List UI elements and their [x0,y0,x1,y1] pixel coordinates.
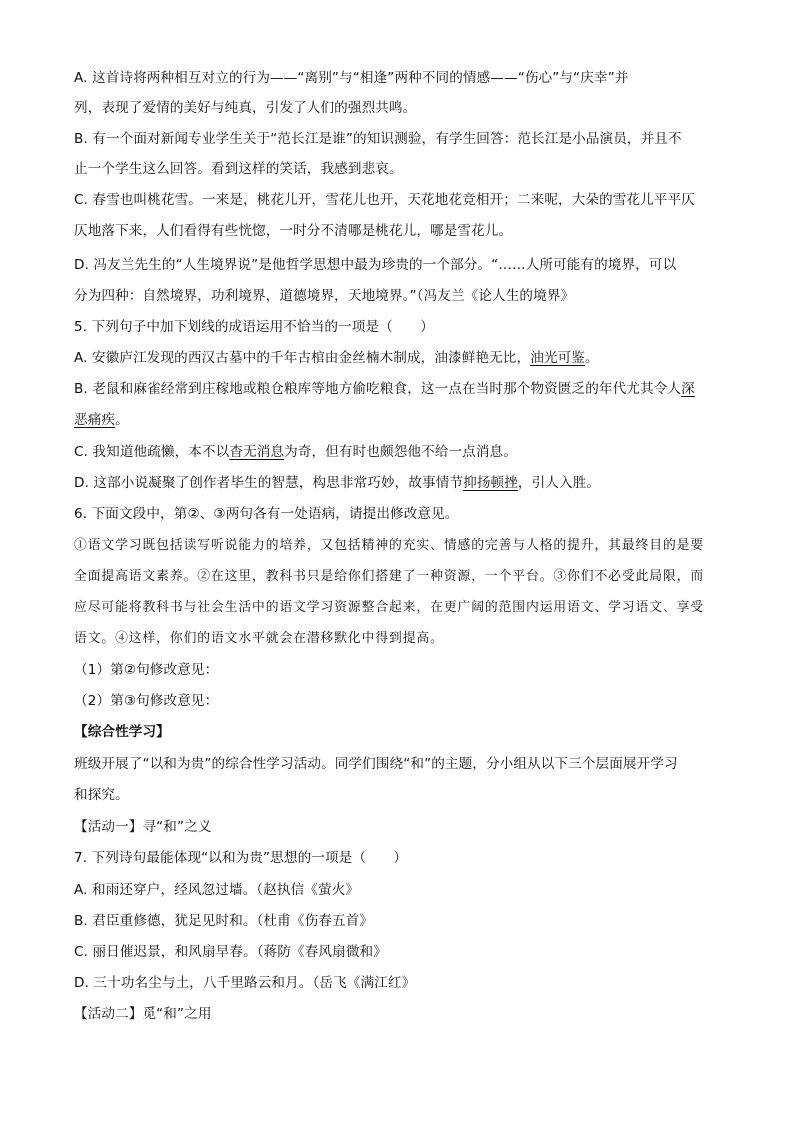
q7-option-b: B. 君臣重修德，犹足见时和。（杜甫《伤春五首》 [74,913,374,929]
q7-option-a: A. 和雨还穿户，经风忽过墙。（赵执信《萤火》 [74,882,360,898]
q6-stem: 6. 下面文段中，第②、③两句各有一处语病，请提出修改意见。 [74,506,459,522]
q4-option-a-line1: A. 这首诗将两种相互对立的行为——“离别”与“相逢”两种不同的情感——“伤心”与“庆幸”并 [74,70,629,86]
q5-option-c [74,442,517,462]
q4-option-c-line2: 仄地落下来，人们看得有些恍惚，一时分不清哪是桃花儿，哪是雪花儿。 [74,223,513,239]
activity-2-heading: 【活动二】觅“和”之用 [74,1006,212,1022]
q6-passage-line2: 全面提高语文素养。②在这里，教科书只是给你们搭建了一种资源，一个平台。③你们不必受此局限，而 [74,569,705,584]
q5-option-b-line2 [74,410,129,430]
q5-option-c-underlined: 杳无消息 [229,444,285,460]
section-intro-line1: 班级开展了“以和为贵”的综合性学习活动。同学们围绕“和”的主题，分小组从以下三个层面展开学习 [74,756,678,772]
q6-sub-question-2: （2）第③句修改意见： [74,693,219,709]
q4-option-c-line1: C. 春雪也叫桃花雪。一来是，桃花儿开，雪花儿也开，天花地花竞相开；二来呢，大朵的雪花儿平平仄 [74,192,695,208]
q5-option-c-text: C. 我知道他疏懒，本不以 [74,444,230,460]
activity-1-heading: 【活动一】寻“和”之义 [74,819,212,835]
q7-option-d: D. 三十功名尘与土，八千里路云和月。（岳飞《满江红》 [74,975,416,991]
q5-option-d-end: ，引人入胜。 [517,475,601,491]
q7-stem: 7. 下列诗句最能体现“以和为贵”思想的一项是（ ） [74,850,408,866]
q5-option-c-end: 为奇，但有时也颇怨他不给一点消息。 [284,444,517,460]
q6-sub-question-1: （1）第②句修改意见： [74,662,219,678]
q5-option-b-text: B. 老鼠和麻雀经常到庄稼地或粮仓粮库等地方偷吃粮食，这一点在当时那个物资匮乏的年代尤其令人 [74,381,682,397]
q5-option-a [74,348,599,368]
q6-passage-line1: ①语文学习既包括读写听说能力的培养，又包括精神的充实、情感的完善与人格的提升，其最终目的是要 [74,538,705,553]
q6-passage-line3: 应尽可能将教科书与社会生活中的语文学习资源整合起来，在更广阔的范围内运用语文、学习语文、享受 [74,600,705,615]
q5-option-d-underlined: 抑扬顿挫 [463,475,518,491]
q4-option-a-line2: 列，表现了爱情的美好与纯真，引发了人们的强烈共鸣。 [74,100,417,116]
q5-option-a-text: A. 安徽庐江发现的西汉古墓中的千年古棺由金丝楠木制成，油漆鲜艳无比， [74,350,531,366]
q4-option-d-line1: D. 冯友兰先生的“人生境界说”是他哲学思想中最为珍贵的一个部分。“……人所可能有的境界，可以 [74,257,677,273]
q5-option-b-line1 [74,379,695,399]
section-intro-line2: 和探究。 [74,787,129,803]
q5-option-a-underlined: 油光可鉴 [530,350,585,366]
q5-option-a-end: 。 [584,350,599,366]
q4-option-b-line2: 止一个学生这么回答。看到这样的笑话，我感到悲哀。 [74,161,403,177]
q4-option-d-line2: 分为四种：自然境界，功利境界，道德境界，天地境界。”（冯友兰《论人生的境界》 [74,288,575,304]
q5-option-d [74,473,600,493]
q6-passage-line4: 语文。④这样，你们的语文水平就会在潜移默化中得到提高。 [74,631,444,646]
section-title: 【综合性学习】 [74,724,170,740]
q5-option-b-end: 。 [115,412,129,428]
q7-option-c: C. 丽日催迟景，和风扇早春。（蒋防《春风扇微和》 [74,944,387,960]
q5-option-d-text: D. 这部小说凝聚了创作者毕生的智慧，构思非常巧妙，故事情节 [74,475,464,491]
q5-option-b-underlined-1: 深 [681,381,695,397]
q5-stem: 5. 下列句子中加下划线的成语运用不恰当的一项是（ ） [74,319,434,335]
q5-option-b-underlined-2: 恶痛疾 [74,412,116,428]
q4-option-b-line1: B. 有一个面对新闻专业学生关于“范长江是谁”的知识测验，有学生回答：范长江是小品演员，并且不 [74,131,682,147]
